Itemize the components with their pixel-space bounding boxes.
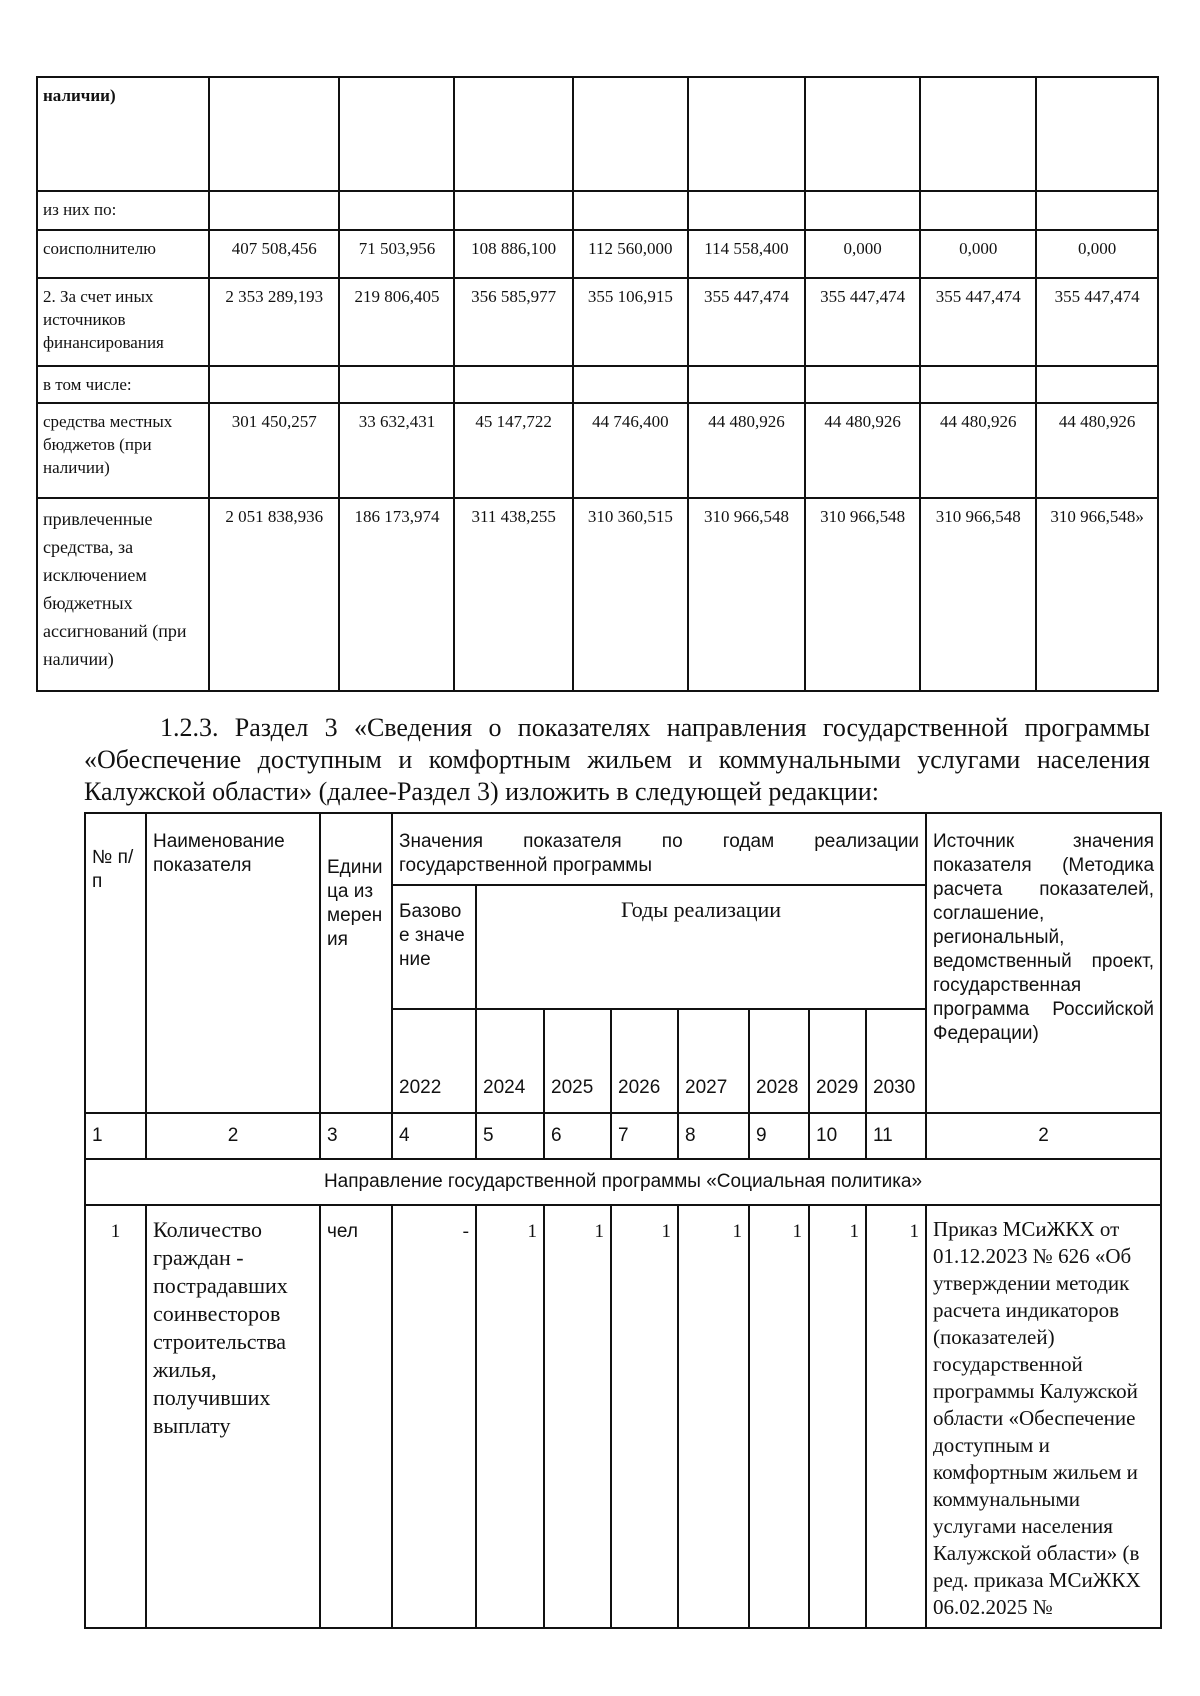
fin-value: 310 966,548» [1036, 498, 1158, 691]
section-paragraph [84, 712, 1150, 808]
fin-value: 301 450,257 [209, 403, 339, 498]
col-number: 2 [926, 1113, 1161, 1159]
fin-cell [573, 366, 688, 403]
col-number: 1 [85, 1113, 146, 1159]
fin-value: 44 480,926 [805, 403, 920, 498]
fin-value: 0,000 [805, 230, 920, 278]
fin-cell [688, 77, 805, 191]
fin-value: 2 353 289,193 [209, 278, 339, 366]
year-2026: 2026 [611, 1009, 678, 1113]
fin-value: 2 051 838,936 [209, 498, 339, 691]
fin-cell [454, 366, 572, 403]
fin-value: 71 503,956 [339, 230, 454, 278]
fin-row-label: в том числе: [37, 366, 209, 403]
col-number: 9 [749, 1113, 809, 1159]
row-value-2026: 1 [611, 1205, 678, 1628]
fin-row-label: соисполнителю [37, 230, 209, 278]
fin-cell [339, 191, 454, 230]
fin-cell [805, 191, 920, 230]
row-unit: чел [320, 1205, 392, 1628]
fin-value: 356 585,977 [454, 278, 572, 366]
fin-cell [805, 366, 920, 403]
fin-row-inye-istochniki [37, 278, 1158, 366]
col-number: 11 [866, 1113, 926, 1159]
fin-cell [920, 77, 1036, 191]
year-base: 2022 [392, 1009, 476, 1113]
col-number: 3 [320, 1113, 392, 1159]
indicators-table [84, 812, 1162, 1629]
col-number: 4 [392, 1113, 476, 1159]
year-2028: 2028 [749, 1009, 809, 1113]
fin-value: 355 447,474 [1036, 278, 1158, 366]
col-number: 7 [611, 1113, 678, 1159]
fin-value: 114 558,400 [688, 230, 805, 278]
fin-value: 108 886,100 [454, 230, 572, 278]
ind-data-row [85, 1205, 1161, 1628]
head-unit: Единица измерения [320, 813, 392, 1113]
head-num: № п/п [85, 813, 146, 1113]
fin-cell [688, 366, 805, 403]
fin-row-label: привлеченные средства, за исключением бюджетных ассигнований (при наличии) [37, 498, 209, 691]
row-name: Количество граждан - пострадавших соинвесторов строительства жилья, получивших выплату [146, 1205, 320, 1628]
section-title: Направление государственной программы «Социальная политика» [85, 1159, 1161, 1205]
col-number: 6 [544, 1113, 611, 1159]
fin-value: 44 480,926 [688, 403, 805, 498]
row-source: Приказ МСиЖКХ от 01.12.2023 № 626 «Об утверждении методик расчета индикаторов (показателей) государственной программы Калужской области «Обеспечение доступным и комфортным жильем и коммунальными услугами населения Калужской области» (в ред. приказа МСиЖКХ 06.02.2025 № [926, 1205, 1161, 1628]
ind-head-row-1 [85, 813, 1161, 885]
fin-cell [805, 77, 920, 191]
fin-value: 44 746,400 [573, 403, 688, 498]
row-value-2028: 1 [749, 1205, 809, 1628]
fin-cell [209, 366, 339, 403]
fin-cell [209, 191, 339, 230]
col-number: 10 [809, 1113, 866, 1159]
fin-cell [339, 366, 454, 403]
fin-value: 44 480,926 [1036, 403, 1158, 498]
row-value-2029: 1 [809, 1205, 866, 1628]
col-number: 2 [146, 1113, 320, 1159]
year-2029: 2029 [809, 1009, 866, 1113]
row-num: 1 [85, 1205, 146, 1628]
fin-value: 0,000 [920, 230, 1036, 278]
ind-col-numbers-row [85, 1113, 1161, 1159]
fin-cell [209, 77, 339, 191]
fin-cell [920, 366, 1036, 403]
col-number: 8 [678, 1113, 749, 1159]
fin-value: 310 360,515 [573, 498, 688, 691]
year-2025: 2025 [544, 1009, 611, 1113]
fin-row-label: средства местных бюджетов (при наличии) [37, 403, 209, 498]
fin-value: 310 966,548 [920, 498, 1036, 691]
fin-cell [688, 191, 805, 230]
fin-row-v-tom-chisle [37, 366, 1158, 403]
head-base: Базовое значение [392, 885, 476, 1009]
fin-value: 44 480,926 [920, 403, 1036, 498]
fin-row-label: из них по: [37, 191, 209, 230]
col-number: 5 [476, 1113, 544, 1159]
fin-row-soispolnitel [37, 230, 1158, 278]
row-value-2030: 1 [866, 1205, 926, 1628]
fin-cell [454, 191, 572, 230]
fin-row-iz-nih [37, 191, 1158, 230]
head-years-label: Годы реализации [476, 885, 926, 1009]
fin-row-privlechennye [37, 498, 1158, 691]
row-base: - [392, 1205, 476, 1628]
fin-row-mestnye-budgety [37, 403, 1158, 498]
year-2024: 2024 [476, 1009, 544, 1113]
paragraph-text: 1.2.3. Раздел 3 «Сведения о показателях направления государственной программы «Обеспечение доступным и комфортным жильем и коммунальными услугами населения Калужской области» (далее-Раздел 3) изложить в следующей редакции: [84, 713, 1150, 806]
head-values-group: Значения показателя по годам реализации государственной программы [392, 813, 926, 885]
fin-cell [573, 77, 688, 191]
fin-cell [339, 77, 454, 191]
head-source: Источник значения показателя (Методика расчета показателей, соглашение, региональный, ведомственный проект, государственная программа Российской Федерации) [926, 813, 1161, 1113]
fin-value: 186 173,974 [339, 498, 454, 691]
fin-value: 355 447,474 [920, 278, 1036, 366]
fin-value: 45 147,722 [454, 403, 572, 498]
fin-value: 407 508,456 [209, 230, 339, 278]
row-value-2027: 1 [678, 1205, 749, 1628]
fin-cell [920, 191, 1036, 230]
fin-cell [454, 77, 572, 191]
fin-value: 311 438,255 [454, 498, 572, 691]
fin-value: 310 966,548 [805, 498, 920, 691]
head-name: Наименование показателя [146, 813, 320, 1113]
fin-value: 0,000 [1036, 230, 1158, 278]
fin-cell [573, 191, 688, 230]
row-value-2025: 1 [544, 1205, 611, 1628]
fin-cell [1036, 366, 1158, 403]
fin-row-label: наличии) [37, 77, 209, 191]
fin-value: 310 966,548 [688, 498, 805, 691]
fin-value: 355 106,915 [573, 278, 688, 366]
fin-cell [1036, 77, 1158, 191]
ind-section-row [85, 1159, 1161, 1205]
year-2030: 2030 [866, 1009, 926, 1113]
fin-value: 33 632,431 [339, 403, 454, 498]
fin-cell [1036, 191, 1158, 230]
year-2027: 2027 [678, 1009, 749, 1113]
fin-value: 355 447,474 [688, 278, 805, 366]
fin-value: 112 560,000 [573, 230, 688, 278]
fin-value: 355 447,474 [805, 278, 920, 366]
fin-row-nalichii [37, 77, 1158, 191]
fin-row-label: 2. За счет иных источников финансирования [37, 278, 209, 366]
fin-value: 219 806,405 [339, 278, 454, 366]
row-value-2024: 1 [476, 1205, 544, 1628]
financing-table [36, 76, 1159, 692]
